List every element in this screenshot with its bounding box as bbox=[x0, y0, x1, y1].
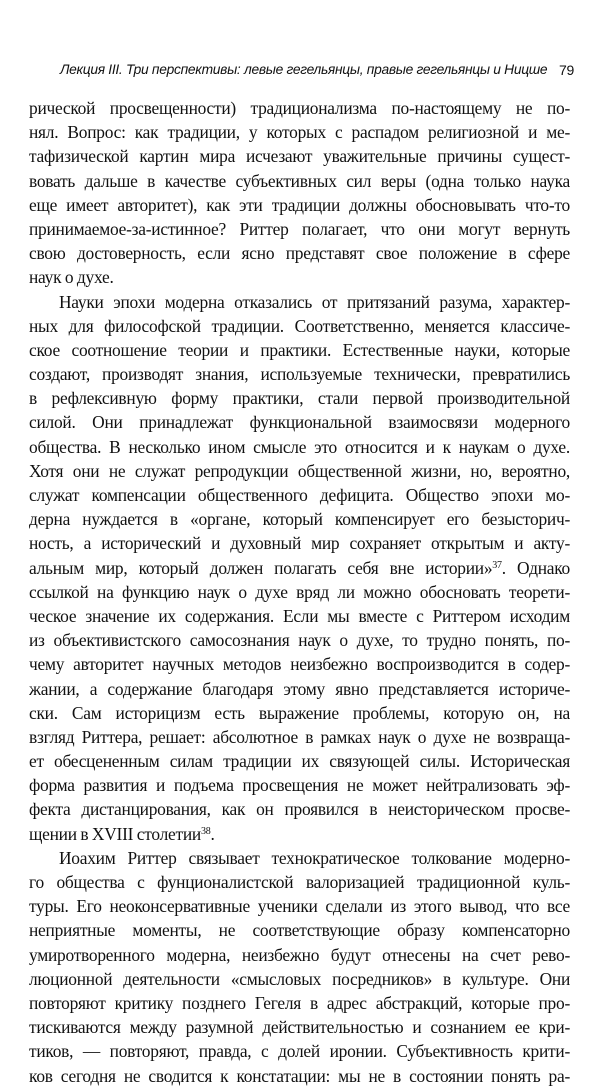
text-line: фекта дистанцирования, как он проявился в неисторическом просве- bbox=[29, 799, 570, 820]
header-title: Лекция III. Три перспективы: левые гегельянцы, правые гегельянцы и Ницше bbox=[60, 62, 548, 77]
body-text bbox=[29, 96, 570, 1088]
paragraph-3 bbox=[29, 846, 570, 1088]
text-line: чему авторитет научных методов неизбежно воспроизводится в содер- bbox=[29, 654, 570, 675]
paragraph-1 bbox=[29, 96, 570, 290]
text-line: Хотя они не служат репродукции общественной жизни, но, вероятно, bbox=[29, 460, 570, 481]
text-line: повторяют критику позднего Гегеля в адрес абстракций, которые про- bbox=[29, 992, 570, 1013]
text-line: форма развития и подъема просвещения не может нейтрализовать эф- bbox=[29, 775, 570, 796]
paragraph-2 bbox=[29, 290, 570, 846]
text-line: дерна нуждается в «органе, который компенсирует его безысторич- bbox=[29, 509, 570, 530]
text-line: наук о духе. bbox=[29, 267, 114, 288]
text-line: рической просвещенности) традиционализма по-настоящему не по- bbox=[29, 98, 570, 118]
text-line: тафизической картин мира исчезают уважительные причины сущест- bbox=[29, 146, 570, 167]
text-line: ков сегодня не сводится к констатации: мы не в состоянии понять ра- bbox=[29, 1065, 570, 1086]
text-line: неприятные моменты, не соответствующие образу компенсаторно bbox=[29, 920, 570, 941]
text-line: Иоахим Риттер связывает технократическое толкование модерно- bbox=[59, 847, 570, 868]
text-line: принимаемое-за-истинное? Риттер полагает, что они могут вернуть bbox=[29, 218, 570, 239]
text-segment: альным мир, который должен полагать себя вне истории» bbox=[29, 557, 493, 578]
footnote-ref-38: 38 bbox=[200, 825, 211, 837]
text-line: ность, а исторический и духовный мир сохраняет открытым и акту- bbox=[29, 533, 570, 554]
text-line: свою достоверность, если ясно представят свое положение в сфере bbox=[29, 243, 570, 264]
page-number: 79 bbox=[559, 62, 574, 78]
text-line: тискиваются между разумной действительностью и сознанием ее кри- bbox=[29, 1017, 570, 1038]
text-line: ское соотношение теории и практики. Естественные науки, которые bbox=[29, 339, 570, 360]
text-line: туры. Его неоконсервативные ученики сделали из этого вывод, что все bbox=[29, 896, 570, 917]
text-line: ски. Сам историцизм есть выражение проблемы, которую он, на bbox=[29, 702, 570, 723]
text-line: из объективистского самосознания наук о духе, то трудно понять, по- bbox=[29, 630, 570, 651]
text-line-with-footnote bbox=[29, 822, 570, 846]
text-line: тиков, — повторяют, правда, с долей иронии. Субъективность крити- bbox=[29, 1041, 570, 1062]
text-line: нял. Вопрос: как традиции, у которых с распадом религиозной и ме- bbox=[29, 122, 570, 143]
footnote-ref-37: 37 bbox=[492, 559, 502, 571]
text-line: взгляд Риттера, решает: абсолютное в рамках наук о духе не возвраща- bbox=[29, 726, 570, 747]
text-line: Науки эпохи модерна отказались от притязаний разума, характер- bbox=[59, 291, 570, 312]
text-line: общества. В несколько ином смысле это относится и к наукам о духе. bbox=[29, 436, 570, 457]
text-line: люционной деятельности «смысловых посредников» в культуре. Они bbox=[29, 968, 570, 989]
text-line: вовать дальше в качестве субъективных сил веры (одна только наука bbox=[29, 170, 570, 191]
text-line: ссылкой на функцию наук о духе вряд ли можно обосновать теорети- bbox=[29, 581, 570, 602]
text-line: в рефлексивную форму практики, стали первой производительной bbox=[29, 388, 570, 409]
text-line: создают, производят знания, используемые технически, превратились bbox=[29, 364, 570, 385]
text-line: умиротворенного модерна, неизбежно будут отнесены на счет рево- bbox=[29, 944, 570, 965]
running-header bbox=[60, 62, 574, 84]
text-line: силой. Они принадлежат функциональной взаимосвязи модерного bbox=[29, 412, 570, 433]
text-segment: щении в XVIII столетии bbox=[29, 823, 201, 844]
text-line: ет обесцененным силам традиции их связующей силы. Историческая bbox=[29, 751, 570, 772]
text-segment: . Однако bbox=[501, 557, 570, 578]
text-line: служат компенсации общественного дефицита. Общество эпохи мо- bbox=[29, 485, 570, 505]
text-line: ческое значение их содержания. Если мы вместе с Риттером исходим bbox=[29, 605, 570, 626]
text-line: еще имеет авторитет), как эти традиции должны обосновывать что-то bbox=[29, 194, 570, 215]
text-line-with-footnote bbox=[29, 556, 570, 580]
text-line: го общества с фунционалистской валоризацией традиционной куль- bbox=[29, 872, 570, 892]
text-line: жании, а содержание благодаря этому явно представляется историче- bbox=[29, 678, 570, 699]
text-line: ных для философской традиции. Соответственно, меняется классиче- bbox=[29, 315, 570, 336]
text-segment: . bbox=[210, 823, 215, 844]
